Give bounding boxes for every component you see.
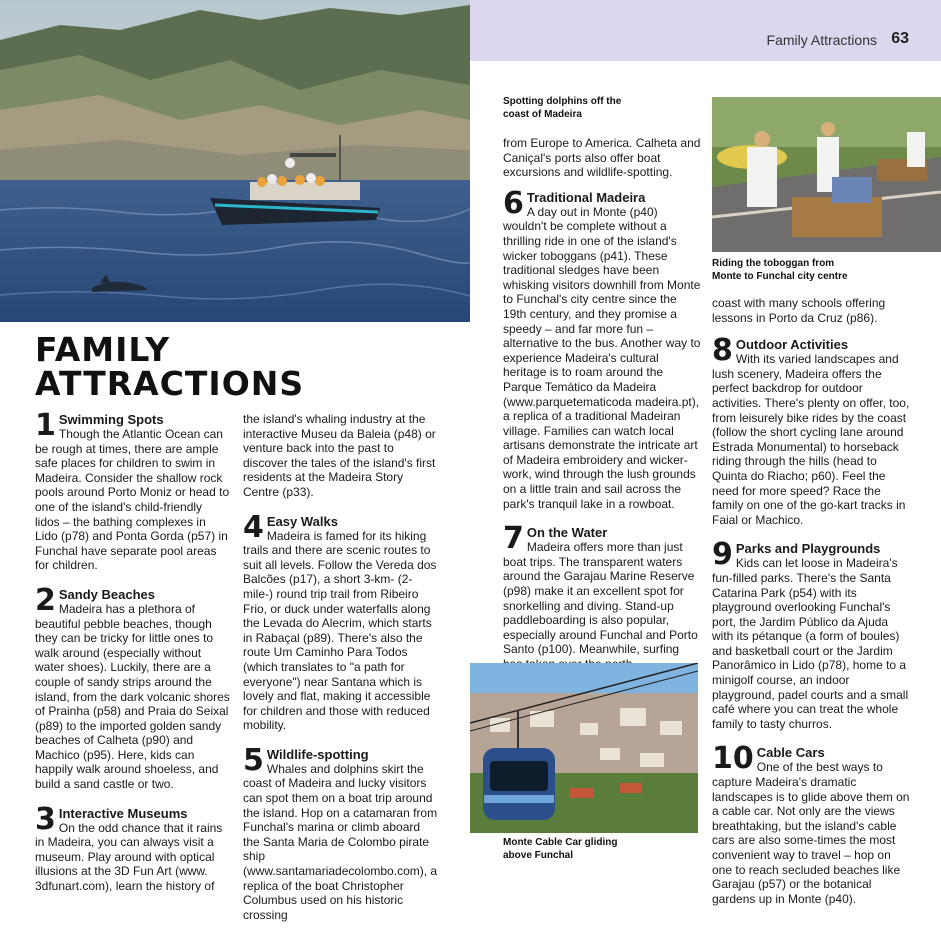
section-number: 6 <box>503 185 524 221</box>
section-heading: Outdoor Activities <box>735 337 849 353</box>
section-number: 8 <box>712 333 733 369</box>
page-number: 63 <box>891 30 909 47</box>
section-5-continued <box>503 136 701 180</box>
section-text: A day out in Monte (p40) wouldn't be complete without a thrilling ride in one of the island's wicker toboggans (p41). These traditional sledges have been whisking visitors downhill from Monte to Funchal's city centre since the 19th century, and they promise a speedy – and far more fun – alternative to the bus. Another way to experience Madeira's cultural heritage is to roam around the Parque Temático da Madeira (www.parquetematicoda madeira.pt), a replica of a traditional Madeiran village. Families can watch local artisans demonstrate the intricate art of Madeira embroidery and wicker-work, wind through the lush grounds on a little train and sail across the park's tranquil lake in a rowboat. <box>503 204 701 511</box>
section-number: 3 <box>35 801 56 837</box>
column-4 <box>712 296 910 920</box>
section-text: With its varied landscapes and lush scenery, Madeira offers the perfect backdrop for outdoor activities. There's plenty on offer, too, from leisurely bike rides by the coast (follow the short cycling lane around Estrada Monumental) to horseback riding through the hills (head to Quinta do Riacho; p60). Feel the need for more speed? Race the family on one of the go-kart tracks in Faial or Machico. <box>712 352 910 527</box>
section-1 <box>35 408 230 573</box>
section-heading: Cable Cars <box>756 745 825 761</box>
section-heading: Sandy Beaches <box>58 586 155 602</box>
section-text: On the odd chance that it rains in Madeira, you can always visit a museum. Play around with optical illusions at the 3D Fun Art (www. 3dfunart.com), learn the history of <box>35 820 223 894</box>
page-title-line2: ATTRACTIONS <box>35 364 305 403</box>
section-text: Madeira is famed for its hiking trails and there are scenic routes to suit all levels. Follow the Vereda dos Balcões (p17), a short 3-km- (2-mile-) round trip trail from Ribeiro Frio, or duck under waterfalls along the Levada do Alecrim, which starts in Rabaçal (p89). There's also the route Um Caminho Para Todos (which translates to "a path for everyone") near Santana which is lovely and flat, making it accessible for children and those with reduced mobility. <box>243 528 437 733</box>
section-number: 2 <box>35 582 56 618</box>
section-number: 10 <box>712 741 754 777</box>
page-title <box>35 330 305 403</box>
section-5 <box>243 742 438 923</box>
section-text: Though the Atlantic Ocean can be rough at times, there are ample safe places for children to swim in Madeira. Consider the shallow rock pools around Porto Moniz or head to one of the island's child-friendly lidos – the bathing complexes in Lido (p78) and Ponta Gorda (p57) in Funchal have separate pool areas for children. <box>35 427 230 573</box>
section-title: Family Attractions <box>766 32 877 48</box>
section-number: 9 <box>712 537 733 573</box>
section-3 <box>35 801 230 894</box>
section-number: 4 <box>243 509 264 545</box>
section-number: 7 <box>503 521 524 557</box>
section-10 <box>712 741 910 906</box>
section-heading: Swimming Spots <box>58 412 164 427</box>
section-8 <box>712 333 910 527</box>
section-text: Madeira has a plethora of beautiful pebble beaches, though they can be tricky for little ones to walk around (especially without water shoes). Luckily, there are a couple of sandy strips around the island, from the dark volcanic shores of Prainha (p58) and Praia do Seixal (p89) to the imported golden sandy beaches of Calheta (p90) and Machico (p95). Here, kids can happily walk around shoeless, and build a sand castle or two. <box>35 601 230 792</box>
section-heading: Wildlife-spotting <box>266 746 369 762</box>
section-text: the island's whaling industry at the interactive Museu da Baleia (p48) or venture back into the past to discover the tales of the island's first residents at the Madeira Story Centre (p33). <box>243 412 436 499</box>
caption-cable-car: Monte Cable Car gliding above Funchal <box>503 837 618 861</box>
toboggan-photo <box>712 97 941 252</box>
section-9 <box>712 537 910 731</box>
column-3 <box>503 136 701 686</box>
section-2 <box>35 582 230 792</box>
column-2 <box>243 412 438 936</box>
section-heading: Interactive Museums <box>58 805 188 821</box>
section-text: One of the best ways to capture Madeira's dramatic landscapes is to glide above them on a cable car. Not only are the views breathtaking, but the island's cable cars are also some-times the most convenient way to travel – hop on one to reach secluded beaches like Garajau (p57) or the botanical gardens up in Monte (p40). <box>712 760 910 906</box>
section-7 <box>503 521 701 671</box>
caption-dolphins: Spotting dolphins off the coast of Madeira <box>503 96 622 120</box>
section-7-continued <box>712 296 910 325</box>
section-3-continued <box>243 412 438 500</box>
section-text: coast with many schools offering lessons in Porto da Cruz (p86). <box>712 296 886 325</box>
section-heading: On the Water <box>526 525 608 541</box>
section-text: Madeira offers more than just boat trips. The transparent waters around the Garajau Marine Reserve (p98) make it an excellent spot for snorkelling and diving. Stand-up paddleboarding is also popular, especially around Funchal and Porto Santo (p100). Meanwhile, surfing <box>503 540 698 657</box>
header-band <box>470 0 941 61</box>
page-title-line1: FAMILY <box>35 330 171 369</box>
section-text: from Europe to America. Calheta and Caniçal's ports also offer boat excursions and wildlife-spotting. <box>503 136 701 180</box>
section-heading: Easy Walks <box>266 513 338 529</box>
section-4 <box>243 509 438 733</box>
dolphin-boat-photo <box>0 0 470 322</box>
section-text: Whales and dolphins skirt the coast of Madeira and lucky visitors can spot them on a boat trip around the island. Hop on a catamaran from Funchal's marina or climb aboard the Santa Maria de Colombo pirate ship (www.santamariadecolombo.com), a replica of the boat Christopher Columbus used on his historic crossing <box>243 761 438 922</box>
section-heading: Parks and Playgrounds <box>735 541 881 557</box>
section-heading: Traditional Madeira <box>526 189 646 205</box>
section-6 <box>503 185 701 511</box>
section-text: Kids can let loose in Madeira's fun-filled parks. There's the Santa Catarina Park (p54) with its playground overlooking Funchal's port, the Jardim Público da Ajuda with its pétanque (a form of boules) and basketball court or the Jardim Panorâmico in Lido (p78), home to a minigolf course, an indoor playground, padel courts and a small café where you can treat the whole family to tasty churros. <box>712 556 909 731</box>
column-1 <box>35 408 230 908</box>
cable-car-photo <box>470 663 698 833</box>
caption-toboggan: Riding the toboggan from Monte to Funchal city centre <box>712 258 848 282</box>
section-number: 1 <box>35 408 56 443</box>
section-number: 5 <box>243 742 264 778</box>
